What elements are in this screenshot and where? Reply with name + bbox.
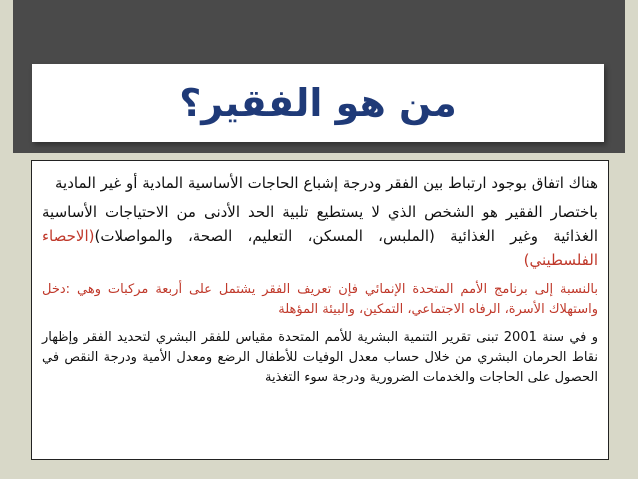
slide-title: من هو الفقير؟ (179, 81, 457, 125)
title-box (32, 64, 604, 142)
paragraph-3: بالنسبة إلى برنامج الأمم المتحدة الإنمائي فإن تعريف الفقر يشتمل على أربعة مركبات وهي :دخل واستهلاك الأسرة، الرفاه الاجتماعي، التمكين، والبيئة المؤهلة (42, 282, 598, 317)
paragraph-1: هناك اتفاق بوجود ارتباط بين الفقر ودرجة إشباع الحاجات الأساسية المادية أو غير المادية (54, 174, 598, 192)
paragraph-2-source: (الاحصاء الفلسطيني) (42, 227, 598, 269)
paragraph-2-main: باختصار الفقير هو الشخص الذي لا يستطيع تلبية الحد الأدنى من الاحتياجات الأساسية الغذائية وغير الغذائية (الملبس، المسكن، التعليم، الصحة، والمواصلات) (42, 203, 598, 245)
content-box (31, 160, 609, 460)
paragraph-2 (42, 200, 598, 272)
paragraph-4: و في سنة 2001 تبنى تقرير التنمية البشرية للأمم المتحدة مقياس للفقر البشري لتحديد الفقر وإظهار نقاط الحرمان البشري من خلال حساب معدل الوفيات للأطفال الرضع ومعدل الأمية ودرجة النقص في الحصول على الحاجات والخدمات الضرورية ودرجة سوء التغذية (42, 330, 598, 385)
